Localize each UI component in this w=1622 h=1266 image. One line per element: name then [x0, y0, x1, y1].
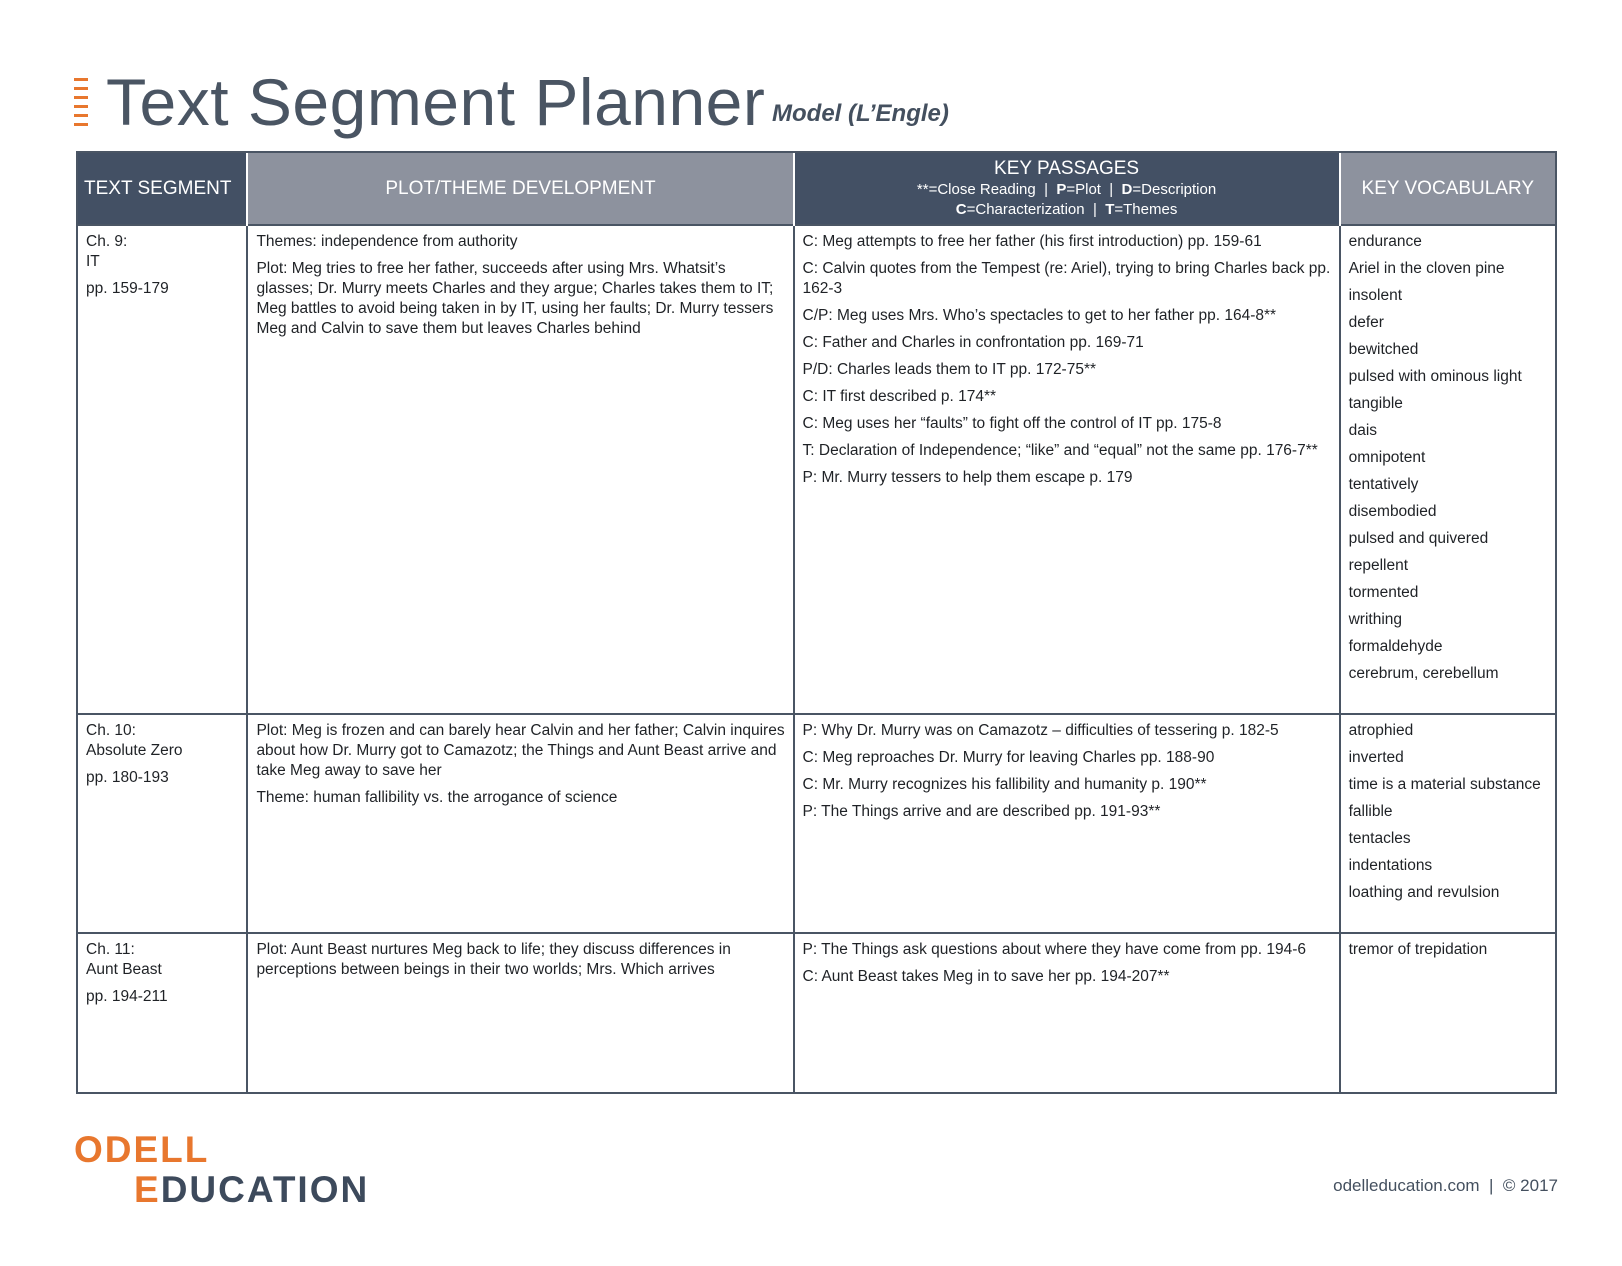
- title-area: [74, 62, 1274, 142]
- planner-table: [76, 151, 1557, 1094]
- plot-cell: Themes: independence from authority Plot: Meg tries to free her father, succeeds after using Mrs. Whatsit’s glasses; Dr. Murry meets Charles and they argue; Charles takes them to IT; Meg battles to avoid being taken in by IT, using her faults; Dr. Murry tessers Meg and Calvin to save them but leaves Charles behind: [247, 225, 793, 714]
- vocab-cell: endurance Ariel in the cloven pine insolent defer bewitched pulsed with ominous light tangible dais omnipotent tentatively disembodied pulsed and quivered repellent tormented writhing formaldehyde cerebrum, cerebellum: [1340, 225, 1555, 714]
- table-row: [78, 933, 1555, 1092]
- table-row: [78, 225, 1555, 714]
- vocab-cell: atrophied inverted time is a material substance fallible tentacles indentations loathing and revulsion: [1340, 714, 1555, 933]
- column-header-vocab: KEY VOCABULARY: [1340, 153, 1555, 225]
- logo-line-1: ODELL: [74, 1129, 210, 1170]
- passages-legend-line-1: **=Close Reading | P=Plot | D=Description: [916, 180, 1217, 198]
- plot-cell: Plot: Meg is frozen and can barely hear Calvin and her father; Calvin inquires about how Dr. Murry got to Camazotz; the Things and Aunt Beast arrive and take Meg away to save her Theme: human fallibility vs. the arrogance of science: [247, 714, 793, 933]
- passages-cell: C: Meg attempts to free her father (his first introduction) pp. 159-61 C: Calvin quotes from the Tempest (re: Ariel), trying to bring Charles back pp. 162-3 C/P: Meg uses Mrs. Who’s spectacles to get to her father pp. 164-8** C: Father and Charles in confrontation pp. 169-71 P/D: Charles leads them to IT pp. 172-75** C: IT first described p. 174** C: Meg uses her “faults” to fight off the control of IT pp. 175-8 T: Declaration of Independence; “like” and “equal” not the same pp. 176-7** P: Mr. Murry tessers to help them escape p. 179: [794, 225, 1340, 714]
- plot-cell: Plot: Aunt Beast nurtures Meg back to life; they discuss differences in perceptions between beings in their two worlds; Mrs. Which arrives: [247, 933, 793, 1092]
- footer-credits: odelleducation.com | © 2017: [1333, 1176, 1558, 1195]
- segment-cell: Ch. 10: Absolute Zero pp. 180-193: [78, 714, 247, 933]
- segment-cell: Ch. 11: Aunt Beast pp. 194-211: [78, 933, 247, 1092]
- passages-legend-line-2: C=Characterization | T=Themes: [955, 200, 1178, 218]
- logo-line-2: EDUCATION: [134, 1169, 370, 1210]
- column-header-passages: KEY PASSAGES **=Close Reading | P=Plot | D=Description C=Characterization | T=Themes: [794, 153, 1340, 225]
- table-row: [78, 714, 1555, 933]
- vocab-cell: tremor of trepidation: [1340, 933, 1555, 1092]
- page-title: Text Segment Planner: [106, 65, 766, 139]
- title-accent-icon: [74, 78, 90, 130]
- header-row: [78, 153, 1555, 225]
- segment-cell: Ch. 9: IT pp. 159-179: [78, 225, 247, 714]
- passages-cell: P: Why Dr. Murry was on Camazotz – difficulties of tessering p. 182-5 C: Meg reproaches Dr. Murry for leaving Charles pp. 188-90 C: Mr. Murry recognizes his fallibility and humanity p. 190** P: The Things arrive and are described pp. 191-93**: [794, 714, 1340, 933]
- column-header-plot: PLOT/THEME DEVELOPMENT: [247, 153, 793, 225]
- column-header-segment: TEXT SEGMENT: [78, 153, 247, 225]
- odell-education-logo: [74, 1130, 374, 1210]
- passages-cell: P: The Things ask questions about where they have come from pp. 194-6 C: Aunt Beast takes Meg in to save her pp. 194-207**: [794, 933, 1340, 1092]
- copyright: © 2017: [1502, 1176, 1558, 1195]
- page-subtitle: Model (L’Engle): [772, 100, 949, 127]
- site-link[interactable]: odelleducation.com: [1333, 1176, 1480, 1195]
